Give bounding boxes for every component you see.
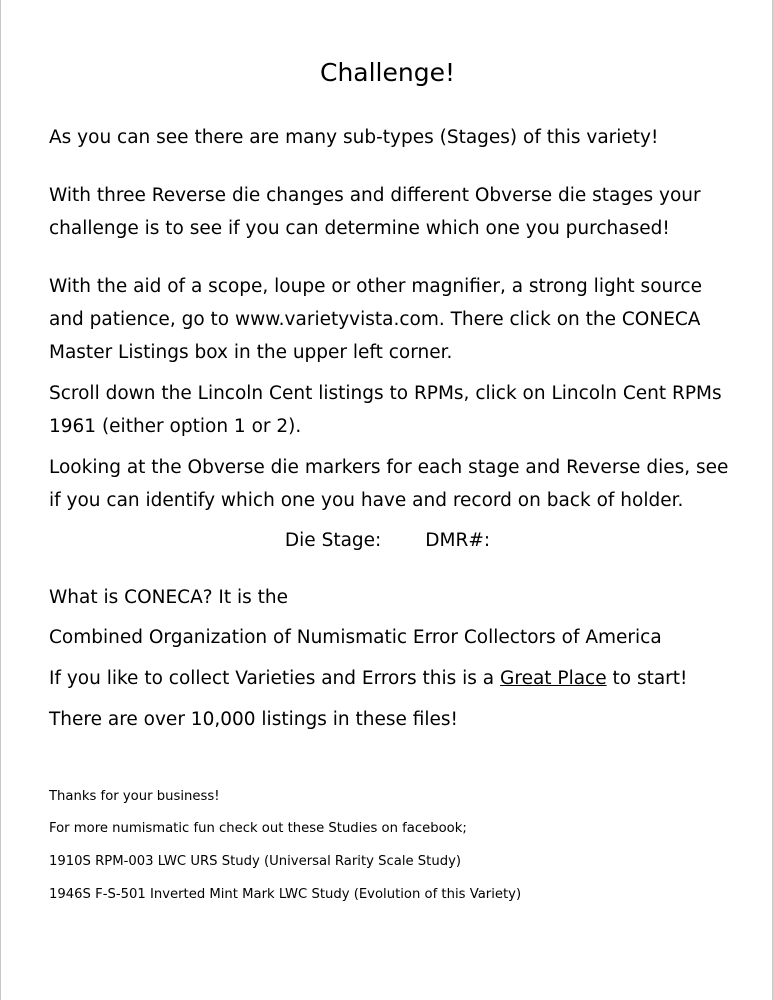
paragraph-reverse-die-line1: With three Reverse die changes and different Obverse die stages your [49, 185, 701, 206]
paragraph-obverse-line2: if you can identify which one you have and record on back of holder. [49, 490, 684, 511]
dmr-label: DMR#: [425, 530, 491, 551]
paragraph-obverse-line1: Looking at the Obverse die markers for each stage and Reverse dies, see [49, 457, 729, 478]
page-title: Challenge! [319, 58, 455, 87]
paragraph-scroll-line2: 1961 (either option 1 or 2). [49, 416, 302, 437]
footer-study-1946s: 1946S F-S-501 Inverted Mint Mark LWC Study (Evolution of this Variety) [49, 887, 522, 902]
collect-text-before: If you like to collect Varieties and Errors this is a [49, 668, 501, 689]
footer-thanks: Thanks for your business! [49, 789, 220, 804]
paragraph-magnifier-line3: Master Listings box in the upper left corner. [49, 342, 453, 363]
record-fields [1, 524, 773, 557]
great-place-link[interactable]: Great Place [500, 668, 607, 689]
paragraph-magnifier-line1: With the aid of a scope, loupe or other magnifier, a strong light source [49, 276, 702, 297]
footer-more-studies: For more numismatic fun check out these Studies on facebook; [49, 821, 467, 836]
coneca-full-name: Combined Organization of Numismatic Error Collectors of America [49, 627, 662, 648]
collect-sentence [49, 662, 749, 695]
coneca-question: What is CONECA? It is the [49, 587, 289, 608]
collect-text-after: to start! [606, 668, 688, 689]
listings-count-text: There are over 10,000 listings in these files! [49, 709, 458, 730]
paragraph-reverse-die-line2: challenge is to see if you can determine which one you purchased! [49, 218, 670, 239]
intro-text: As you can see there are many sub-types (Stages) of this variety! [49, 127, 659, 148]
paragraph-scroll-line1: Scroll down the Lincoln Cent listings to RPMs, click on Lincoln Cent RPMs [49, 383, 722, 404]
paragraph-magnifier-line2: and patience, go to www.varietyvista.com. There click on the CONECA [49, 309, 701, 330]
footer-study-1910s: 1910S RPM-003 LWC URS Study (Universal Rarity Scale Study) [49, 854, 462, 869]
die-stage-label: Die Stage: [284, 530, 382, 551]
